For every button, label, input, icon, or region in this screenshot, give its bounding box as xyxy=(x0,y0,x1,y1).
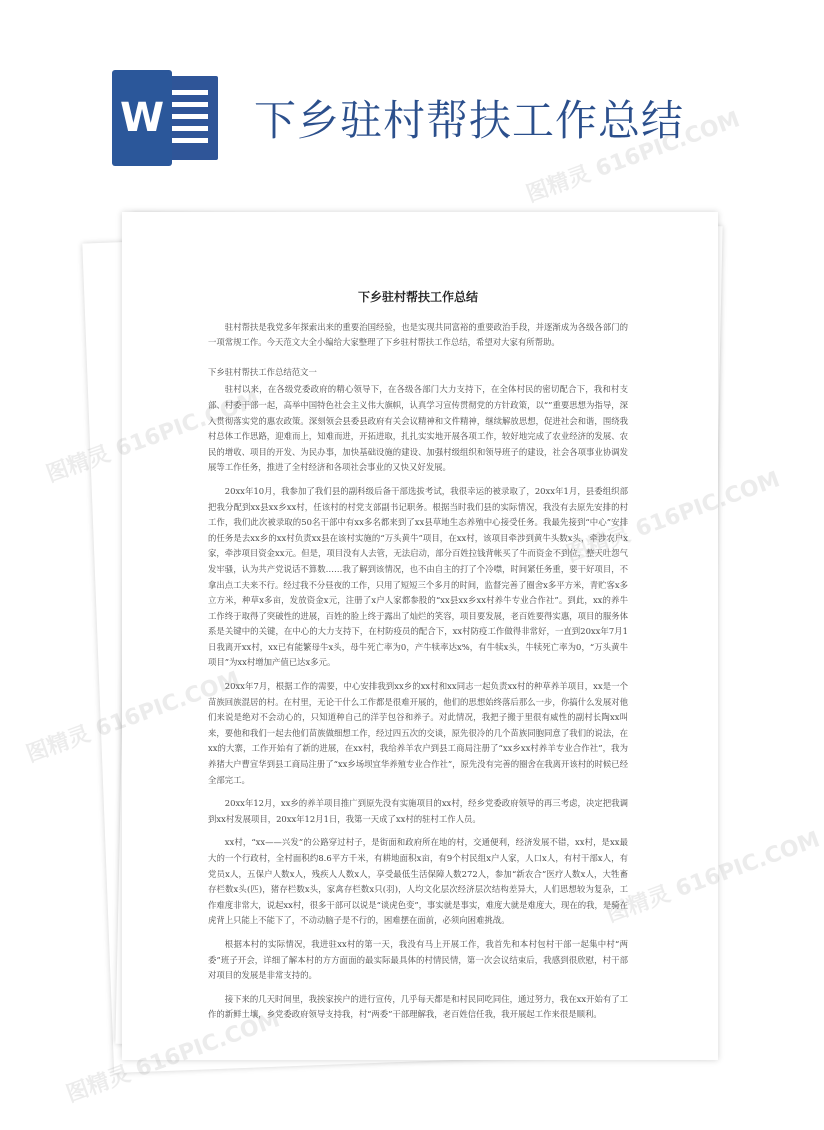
document-paragraph: 20xx年12月，xx乡的养羊项目推广到原先没有实施项目的xx村，经乡党委政府领导的再三考虑，决定把我调到xx村发展项目，20xx年12月1日，我第一天成了xx村的驻村工作人员。 xyxy=(208,798,628,824)
watermark: 616PIC.COM xyxy=(672,827,824,903)
document-paragraph: 根据本村的实际情况，我进驻xx村的第一天，我没有马上开展工作，我首先和本村包村干部一起集中村“两委”班子开会，详细了解本村的方方面面的最实际最具体的村情民情，第一次会议结束后，我感到很欣慰，村干部对项目的发展是非常支持的。 xyxy=(208,938,628,981)
document-paragraph: 驻村以来，在各级党委政府的精心领导下，在各级各部门大力支持下，在全体村民的密切配合下，我和村支部、村委干部一起，高举中国特色社会主义伟大旗帜，认真学习宣传贯彻党的方针政策，以“”重要思想为指导，深入贯彻落实党的惠农政策。深刻领会县委县政府有关会议精神和文件精神，继续解放思想，促进社会和谐，围绕我村总体工作思路，迎难而上，知难而进，开拓进取，扎扎实实地开展各项工作，较好地完成了农业经济的发展、农民的增收、项目的开发、为民办事，加快基础设施的建设、加强村级组织和领导班子的建设，社会各项事业协调发展等工作任务，推进了全村经济和各项社会事业的又快又好发展。 xyxy=(208,384,628,473)
watermark: 图精灵 xyxy=(63,1061,134,1108)
document-paragraph: xx村，“xx——兴发”的公路穿过村子，是街面和政府所在地的村，交通便利，经济发展不错，xx村，是xx最大的一个行政村，全村面积约8.6平方千米，有耕地面积x亩，有9个村民组x户人家，人口x人，有村干部x人，有党员x人，五保户人数x人，残疾人人数x人，享受最低生活保障人数272人，参加“新农合”医疗人数x人，大牲畜存栏数x头(匹)，猪存栏数x头，家禽存栏数x只(羽)，人均文化层次经济层次结构差异大，人们思想较为复杂，工作难度非常大，说起xx村，很多干部可以说是“谈虎色变”，事实就是事实，难度大就是难度大，现在的我，是骑在虎背上只能上不能下了，不动动脑子是不行的，困难摆在面前，必须向困难挑战。 xyxy=(208,837,629,926)
document-paragraph: 20xx年10月，我参加了我们县的副科级后备干部选拔考试，我很幸运的被录取了，20xx年1月，县委组织部把我分配到xx县xx乡xx村，任该村的村党支部副书记职务。根据当时我们县的实际情况，我没有去原先安排的村工作，我们此次被录取的50名干部中有xx多名都来到了xx县草地生态养殖中心接受任务。我最先接到“中心”安排的任务是去xx乡的xx村负责xx县在该村实施的“万头黄牛”项目，在xx村，该项目牵涉到黄牛头数x头，牵涉农户x家，牵涉项目资金xx元。但是，项目没有人去管，无法启动，部分百姓拉钱背帐买了牛而资金不到位，整天吐怨气发牢骚，认为共产党说话不算数……我了解到该情况，也不由自主的打了个冷噤，时间紧任务重，要干好项目，不拿出点工夫来不行。经过我不分昼夜的工作，只用了短短三个多月的时间，监督完善了圈舍x多平方米，青贮客x多立方米，种草x多亩，发放资金x元，注册了x户人家都参股的“xx县xx乡xx村养牛专业合作社”。到此，xx的养牛工作终于取得了突破性的进展，百姓的脸上终于露出了灿烂的笑容，项目要发展，老百姓要得实惠，项目的服务体系是关键中的关键，在中心的大力支持下，在村防疫员的配合下，xx村防疫工作做得非常好，一直到20xx年7月1日我离开xx村，xx已有能繁母牛x头，母牛死亡率为0，产牛犊率达x%，有牛犊x头，牛犊死亡率为0，“万头黄牛项目”为xx村增加产值已达x多元。 xyxy=(208,485,628,668)
watermark: 图精灵 xyxy=(43,441,114,488)
watermark: 图精灵 xyxy=(23,721,94,768)
document-title: 下乡驻村帮扶工作总结 xyxy=(357,290,478,304)
document-paragraph: 接下来的几天时间里，我挨家挨户的进行宣传，几乎每天都是和村民同吃同住，通过努力，我在xx开始有了工作的新鲜土壤，乡党委政府领导支持我，村“两委”干部理解我，老百姓信任我，我开展起工作来很是顺利。 xyxy=(208,993,628,1020)
watermark: 图精灵 616PIC.COM xyxy=(523,107,744,208)
banner-title: 下乡驻村帮扶工作总结 xyxy=(254,96,685,145)
document-paragraph: 20xx年7月，根据工作的需要，中心安排我到xx乡的xx村和xx同志一起负责xx村的种草养羊项目，xx是一个苗族回族混居的村。在村里，无论干什么工作都是很难开展的，他们的思想始终落后那么一步，你搞什么发展对他们来说是绝对不会动心的，只知道种自己的洋芋包谷和养子。对此情况，我把子搬于里很有威性的副村长陶xx叫来，要他和我们一起去他们苗族做细想工作，经过四五次的交谈，原先很冷的几个苗族同胞同意了我们的说法，在xx的大寨，工作开始有了新的进展，在xx村，我给养羊农户到县工商局注册了“xx乡xx村养羊专业合作社”，我为养猪大户曹宣华到县工商局注册了“xx乡场坝宜华养殖专业合作社”，原先没有完善的圈舍在我离开该村的时候已经全部完工。 xyxy=(208,681,629,785)
word-icon xyxy=(112,70,218,166)
word-icon-letter: W xyxy=(112,70,172,166)
document-body xyxy=(208,290,628,1031)
banner xyxy=(0,0,800,190)
document-intro: 驻村帮扶是我党多年探索出来的重要治国经验，也是实现共同富裕的重要政治手段，并逐渐成为各级各部门的一项常规工作。今天范文大全小编给大家整理了下乡驻村帮扶工作总结，希望对大家有所帮助。 xyxy=(208,321,628,348)
document-subtitle: 下乡驻村帮扶工作总结范文一 xyxy=(208,366,317,377)
